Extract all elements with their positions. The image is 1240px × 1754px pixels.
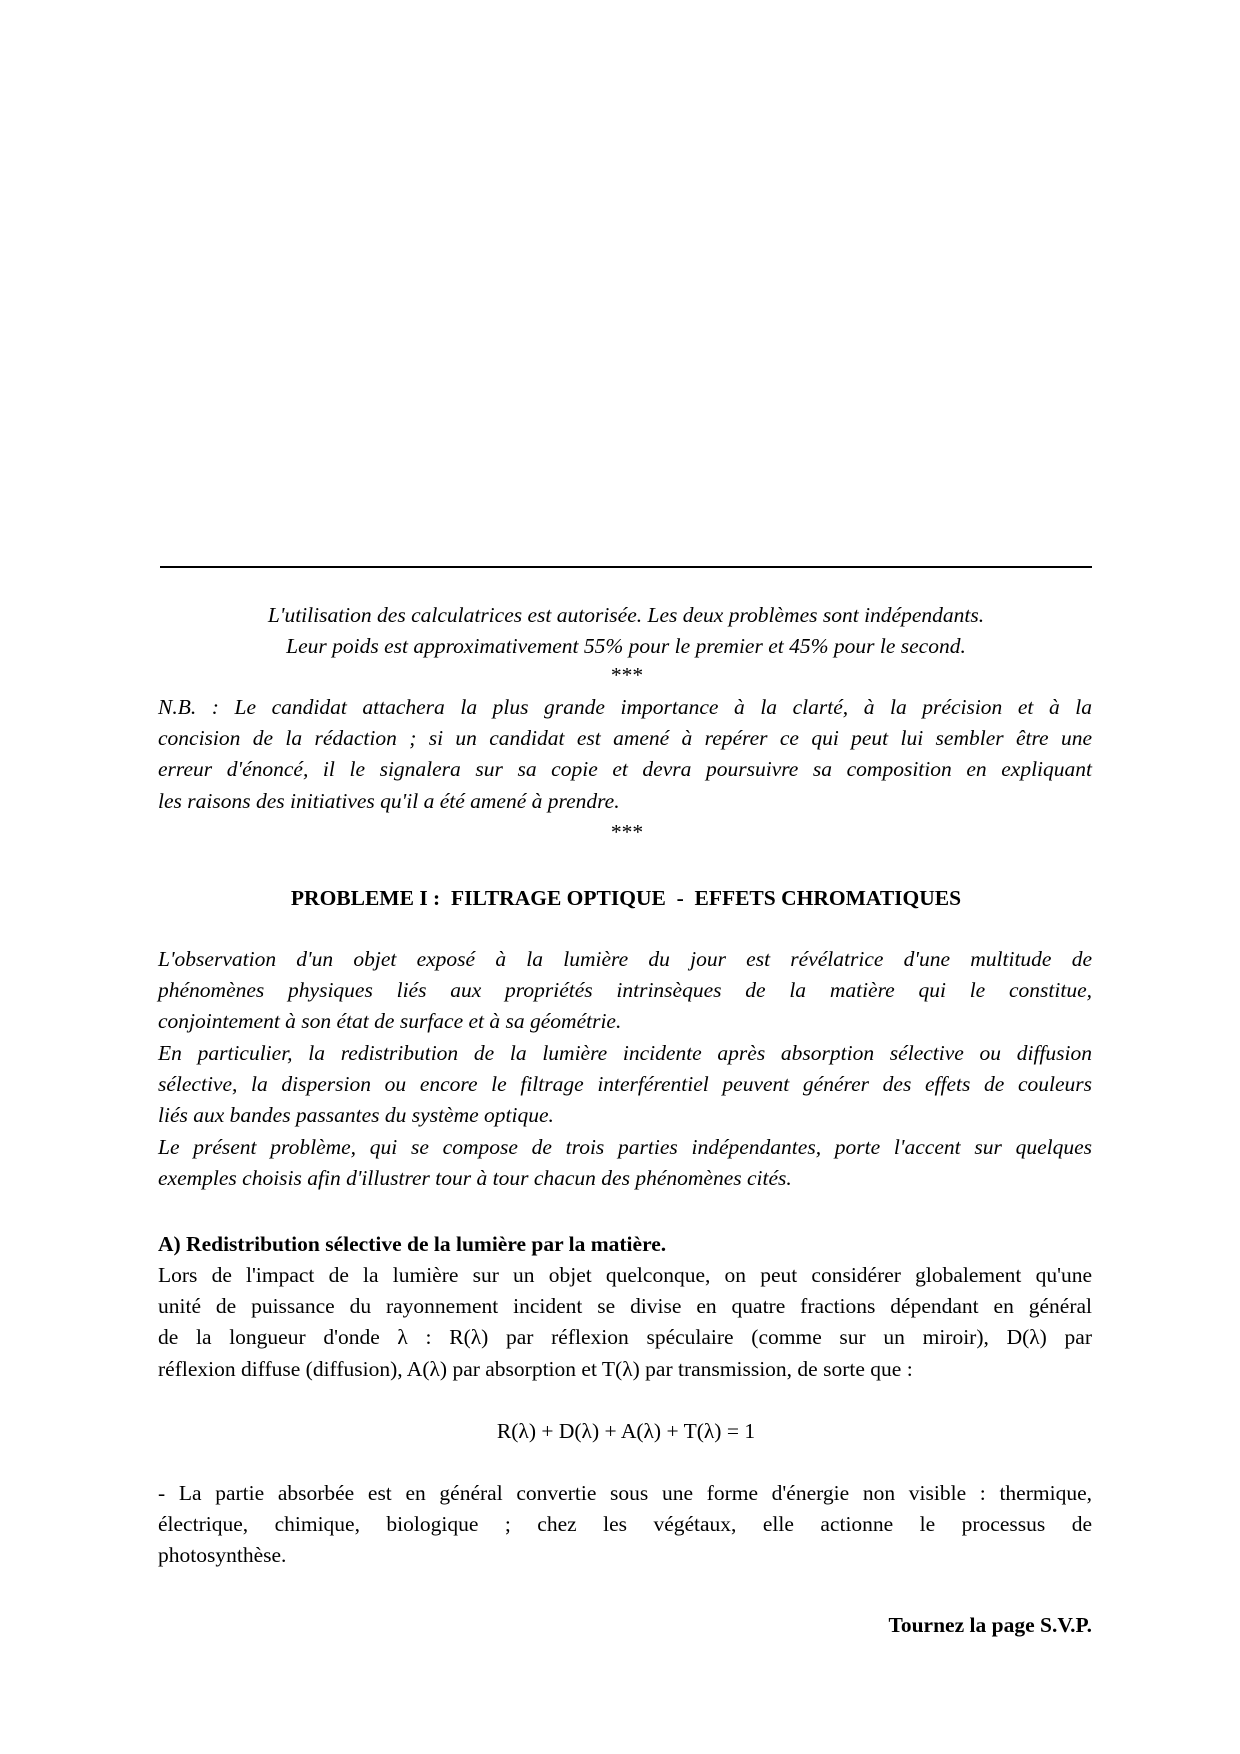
paragraph-line: unité de puissance du rayonnement incident se divise en quatre fractions dépendant en général [158,1294,1092,1319]
paragraph-line: - La partie absorbée est en général convertie sous une forme d'énergie non visible : thermique, [158,1481,1092,1505]
paragraph-line: électrique, chimique, biologique ; chez les végétaux, elle actionne le processus de [158,1512,1092,1537]
paragraph-line: photosynthèse. [158,1543,287,1568]
paragraph-line: Lors de l'impact de la lumière sur un objet quelconque, on peut considérer globalement qu'une [158,1263,1092,1287]
paragraph-line: Le présent problème, qui se compose de trois parties indépendantes, porte l'accent sur quelques [158,1135,1092,1159]
paragraph-line: phénomènes physiques liés aux propriétés intrinsèques de la matière qui le constitue, [158,978,1092,1003]
energy-balance-equation: R(λ) + D(λ) + A(λ) + T(λ) = 1 [496,1419,756,1443]
paragraph-line: exemples choisis afin d'illustrer tour à tour chacun des phénomènes cités. [158,1166,792,1191]
nb-line: N.B. : Le candidat attachera la plus grande importance à la clarté, à la précision et à la [158,695,1092,719]
nb-line: erreur d'énoncé, il le signalera sur sa copie et devra poursuivre sa composition en expliquant [158,757,1092,782]
paragraph-line: conjointement à son état de surface et à sa géométrie. [158,1009,622,1034]
paragraph-line: de la longueur d'onde λ : R(λ) par réflexion spéculaire (comme sur un miroir), D(λ) par [158,1325,1092,1350]
turn-page-note: Tournez la page S.V.P. [888,1613,1092,1637]
separator-stars: *** [609,820,643,844]
weight-note: Leur poids est approximativement 55% pour le premier et 45% pour le second. [286,634,966,658]
problem-intro-paragraph-2 [158,1038,1092,1132]
paragraph-line: En particulier, la redistribution de la lumière incidente après absorption sélective ou diffusion [158,1041,1092,1065]
paragraph-line: sélective, la dispersion ou encore le filtrage interférentiel peuvent générer des effets de couleurs [158,1072,1092,1097]
paragraph-line: réflexion diffuse (diffusion), A(λ) par absorption et T(λ) par transmission, de sorte que : [158,1356,913,1381]
nb-paragraph [158,692,1092,817]
separator-stars: *** [609,663,643,687]
header-rule [160,566,1092,568]
calculator-note: L'utilisation des calculatrices est autorisée. Les deux problèmes sont indépendants. [267,603,985,627]
problem-intro-paragraph-3 [158,1132,1092,1194]
problem-intro-paragraph-1 [158,944,1092,1038]
section-a-body [158,1260,1092,1385]
paragraph-line: L'observation d'un objet exposé à la lumière du jour est révélatrice d'une multitude de [158,947,1092,971]
problem-title: PROBLEME I : FILTRAGE OPTIQUE - EFFETS CHROMATIQUES [290,886,962,910]
paragraph-line: liés aux bandes passantes du système optique. [158,1103,554,1128]
absorbed-part-paragraph [158,1478,1092,1572]
section-a-heading: A) Redistribution sélective de la lumière par la matière. [158,1232,667,1256]
nb-line: les raisons des initiatives qu'il a été amené à prendre. [158,788,620,813]
nb-line: concision de la rédaction ; si un candidat est amené à repérer ce qui peut lui sembler être une [158,726,1092,751]
